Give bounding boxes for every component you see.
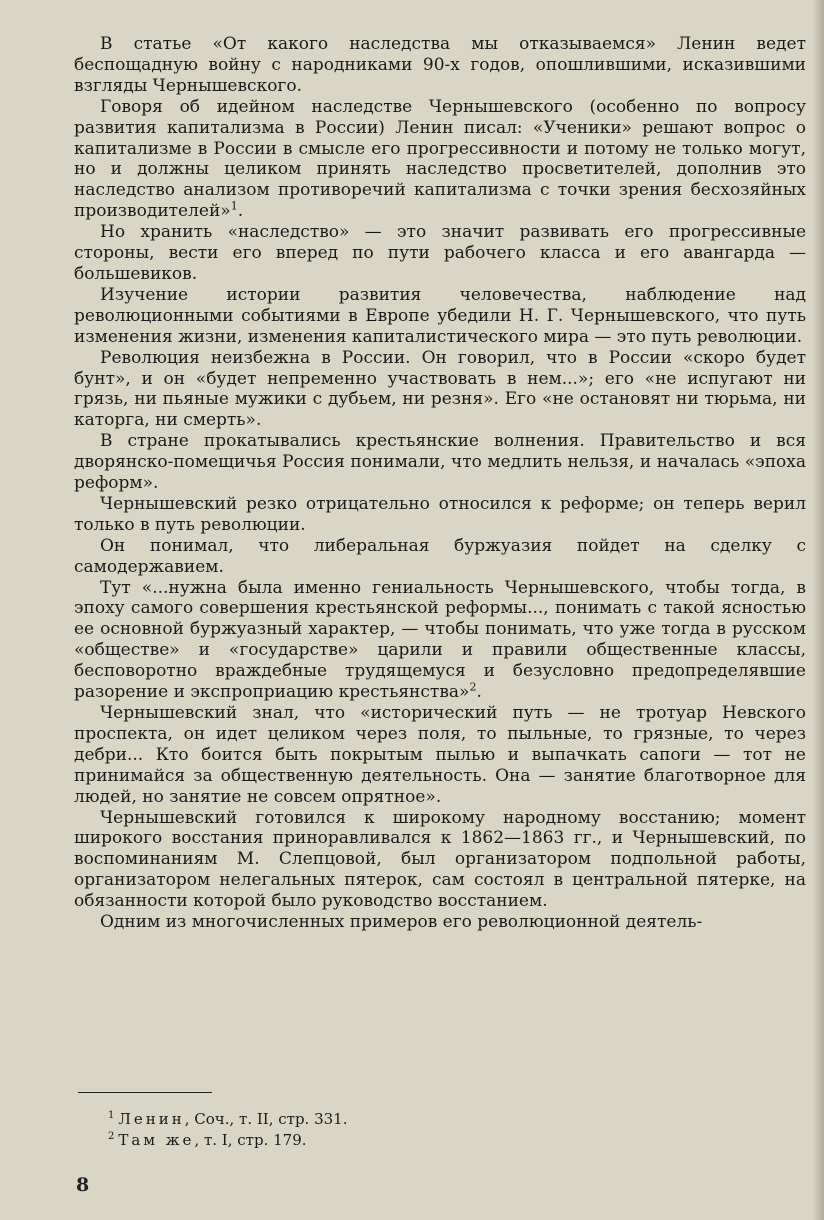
footnotes — [108, 1107, 608, 1149]
paragraph-7: Чернышевский резко отрицательно относился к реформе; он теперь верил только в путь революции. — [74, 493, 806, 535]
footnote-1 — [108, 1107, 608, 1128]
paragraph-3: Но хранить «наследство» — это значит развивать его прогрессивные стороны, вести его вперед по пути рабочего класса и его авангарда — большевиков. — [74, 222, 806, 284]
body-text — [74, 34, 806, 933]
footnote-source: , Соч., т. II, стр. 331. — [184, 1110, 348, 1128]
footnote-source: , т. I, стр. 179. — [194, 1131, 307, 1149]
footnote-ref-2[interactable]: 2 — [469, 680, 477, 694]
footnote-author: Там же — [118, 1131, 195, 1149]
paragraph-2: Говоря об идейном наследстве Чернышевского (особенно по вопросу развития капитализма в России) Ленин писал: «Ученики» решают вопрос о капитализме в России в смысле его прогрессивности и потому не только могут, но и должны целиком принять наследство просветителей, дополнив это наследство анализом противоречий капитализма с точки зрения бесхозяйных производителей»$^1$. — [74, 96, 806, 222]
paragraph-6: В стране прокатывались крестьянские волнения. Правительство и вся дворянско-помещичья Россия понимали, что медлить нельзя, и началась «эпоха реформ». — [74, 431, 806, 494]
page-edge-shadow — [812, 0, 824, 1220]
paragraph-5: Революция неизбежна в России. Он говорил, что в России «скоро будет бунт», и он «будет непременно участвовать в нем...»; его «не испугают ни грязь, ни пьяные мужики с дубьем, ни резня». Его «не остановят ни тюрьма, ни каторга, ни смерть». — [74, 347, 806, 431]
footnote-mark: 1 — [108, 1110, 115, 1121]
paragraph-11: Чернышевский готовился к широкому народному восстанию; момент широкого восстания приноравливался к 1862—1863 гг., и Чернышевский, по воспоминаниям М. Слепцовой, был организатором подпольной работы, организатором нелегальных пятерок, сам состоял в центральной пятерке, на обязанности которой было руководство восстанием. — [74, 807, 806, 912]
footnote-mark: 2 — [108, 1131, 115, 1142]
paragraph-8: Он понимал, что либеральная буржуазия пойдет на сделку с самодержавием. — [74, 535, 806, 577]
paragraph-1: В статье «От какого наследства мы отказываемся» Ленин ведет беспощадную войну с народниками 90-х годов, опошлившими, исказившими взгляды Чернышевского. — [74, 34, 806, 96]
page-number: 8 — [76, 1174, 90, 1196]
footnote-author: Ленин — [118, 1110, 185, 1128]
paragraph-10: Чернышевский знал, что «исторический путь — не тротуар Невского проспекта, он идет целиком через поля, то пыльные, то грязные, то через дебри... Кто боится быть покрытым пылью и выпачкать сапоги — тот не принимайся за общественную деятельность. Она — занятие благотворное для людей, но занятие не совсем опрятное». — [74, 703, 806, 807]
paragraph-9: Тут «...нужна была именно гениальность Чернышевского, чтобы тогда, в эпоху самого совершения крестьянской реформы..., понимать с такой ясностью ее основной буржуазный характер, — чтобы понимать, что уже тогда в русском «обществе» и «государстве» царили и правили общественные классы, бесповоротно враждебные трудящемуся и безусловно предопределявшие разорение и экспроприацию крестьянства»$^2$. — [74, 577, 806, 703]
paragraph-12: Одним из многочисленных примеров его революционной деятель- — [100, 912, 703, 933]
paragraph-4: Изучение истории развития человечества, наблюдение над революционными событиями в Европе убедили Н. Г. Чернышевского, что путь изменения жизни, изменения капиталистического мира — это путь революции. — [74, 284, 806, 347]
footnote-divider — [78, 1092, 212, 1093]
footnote-ref-1[interactable]: 1 — [230, 199, 238, 213]
footnote-2 — [108, 1128, 608, 1149]
